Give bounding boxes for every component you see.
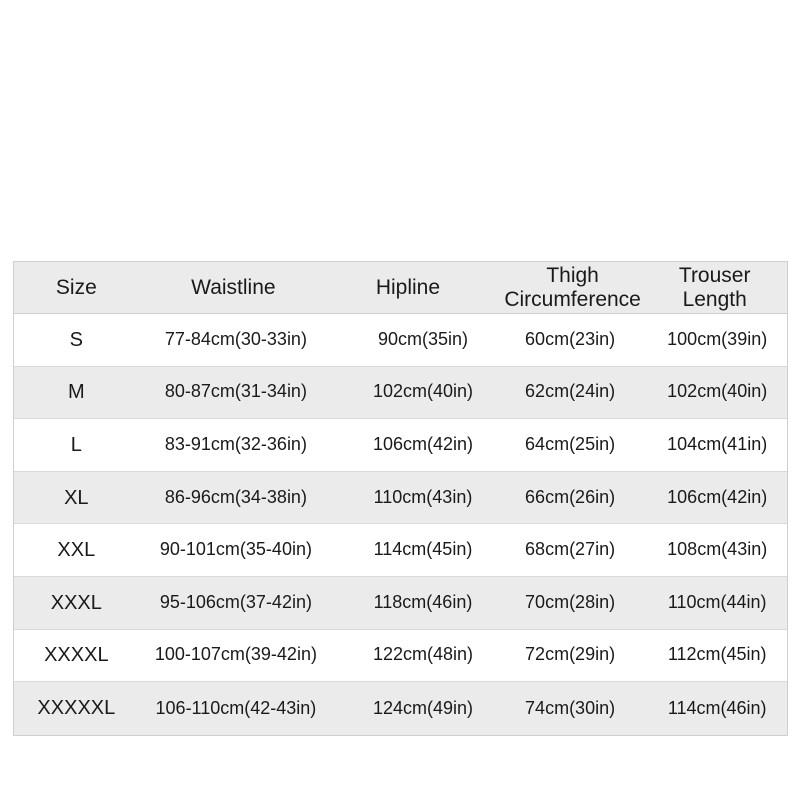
cell-size: L	[70, 433, 82, 456]
cell-length: 108cm(43in)	[667, 539, 768, 560]
table-row	[14, 419, 787, 472]
cell-thigh: 66cm(26in)	[525, 486, 616, 507]
cell-length: 110cm(44in)	[667, 591, 767, 612]
cell-thigh: 70cm(28in)	[525, 591, 616, 612]
cell-size: M	[68, 381, 85, 404]
cell-size: S	[69, 328, 83, 351]
header-thigh-circumference	[493, 264, 648, 310]
table-row	[14, 314, 787, 367]
cell-hipline: 106cm(42in)	[372, 434, 473, 455]
cell-hipline: 102cm(40in)	[372, 381, 473, 402]
cell-hipline: 118cm(46in)	[373, 591, 473, 612]
cell-waistline: 86-96cm(34-38in)	[164, 486, 307, 507]
table-row	[14, 472, 787, 525]
cell-size: XXXXL	[44, 644, 109, 667]
cell-thigh: 74cm(30in)	[525, 697, 616, 718]
header-thigh-line1: Thigh	[546, 264, 599, 288]
cell-hipline: 110cm(43in)	[373, 486, 473, 507]
cell-waistline: 80-87cm(31-34in)	[164, 381, 307, 402]
header-waistline: Waistline	[191, 275, 276, 299]
cell-size: XXXXXL	[37, 697, 116, 720]
cell-length: 100cm(39in)	[667, 328, 768, 349]
cell-waistline: 83-91cm(32-36in)	[164, 434, 307, 455]
cell-thigh: 60cm(23in)	[525, 328, 616, 349]
table-row	[14, 630, 787, 683]
cell-waistline: 95-106cm(37-42in)	[159, 591, 312, 612]
header-trouser-line1: Trouser	[678, 264, 751, 288]
cell-length: 102cm(40in)	[667, 381, 768, 402]
cell-hipline: 114cm(45in)	[373, 539, 473, 560]
cell-length: 104cm(41in)	[667, 434, 768, 455]
cell-waistline: 90-101cm(35-40in)	[159, 539, 312, 560]
table-header-row	[14, 262, 787, 314]
table-row	[14, 367, 787, 420]
cell-thigh: 72cm(29in)	[525, 644, 616, 665]
cell-waistline: 77-84cm(30-33in)	[164, 328, 307, 349]
cell-thigh: 68cm(27in)	[525, 539, 616, 560]
header-hipline: Hipline	[375, 275, 441, 299]
cell-length: 114cm(46in)	[667, 697, 767, 718]
header-trouser-line2: Length	[682, 287, 747, 311]
header-size: Size	[55, 275, 97, 299]
cell-waistline: 100-107cm(39-42in)	[154, 644, 317, 665]
header-thigh-line2: Circumference	[504, 287, 641, 311]
cell-thigh: 62cm(24in)	[525, 381, 616, 402]
table-row	[14, 524, 787, 577]
cell-thigh: 64cm(25in)	[525, 434, 616, 455]
cell-hipline: 124cm(49in)	[372, 697, 473, 718]
header-trouser-length	[647, 264, 787, 310]
cell-hipline: 90cm(35in)	[377, 328, 468, 349]
cell-hipline: 122cm(48in)	[372, 644, 473, 665]
cell-size: XXXL	[50, 591, 102, 614]
cell-waistline: 106-110cm(42-43in)	[155, 697, 317, 718]
table-row	[14, 577, 787, 630]
cell-size: XXL	[57, 539, 96, 562]
size-chart-table	[13, 261, 788, 736]
cell-length: 106cm(42in)	[667, 486, 768, 507]
cell-length: 112cm(45in)	[667, 644, 767, 665]
cell-size: XL	[64, 486, 89, 509]
table-row	[14, 682, 787, 735]
